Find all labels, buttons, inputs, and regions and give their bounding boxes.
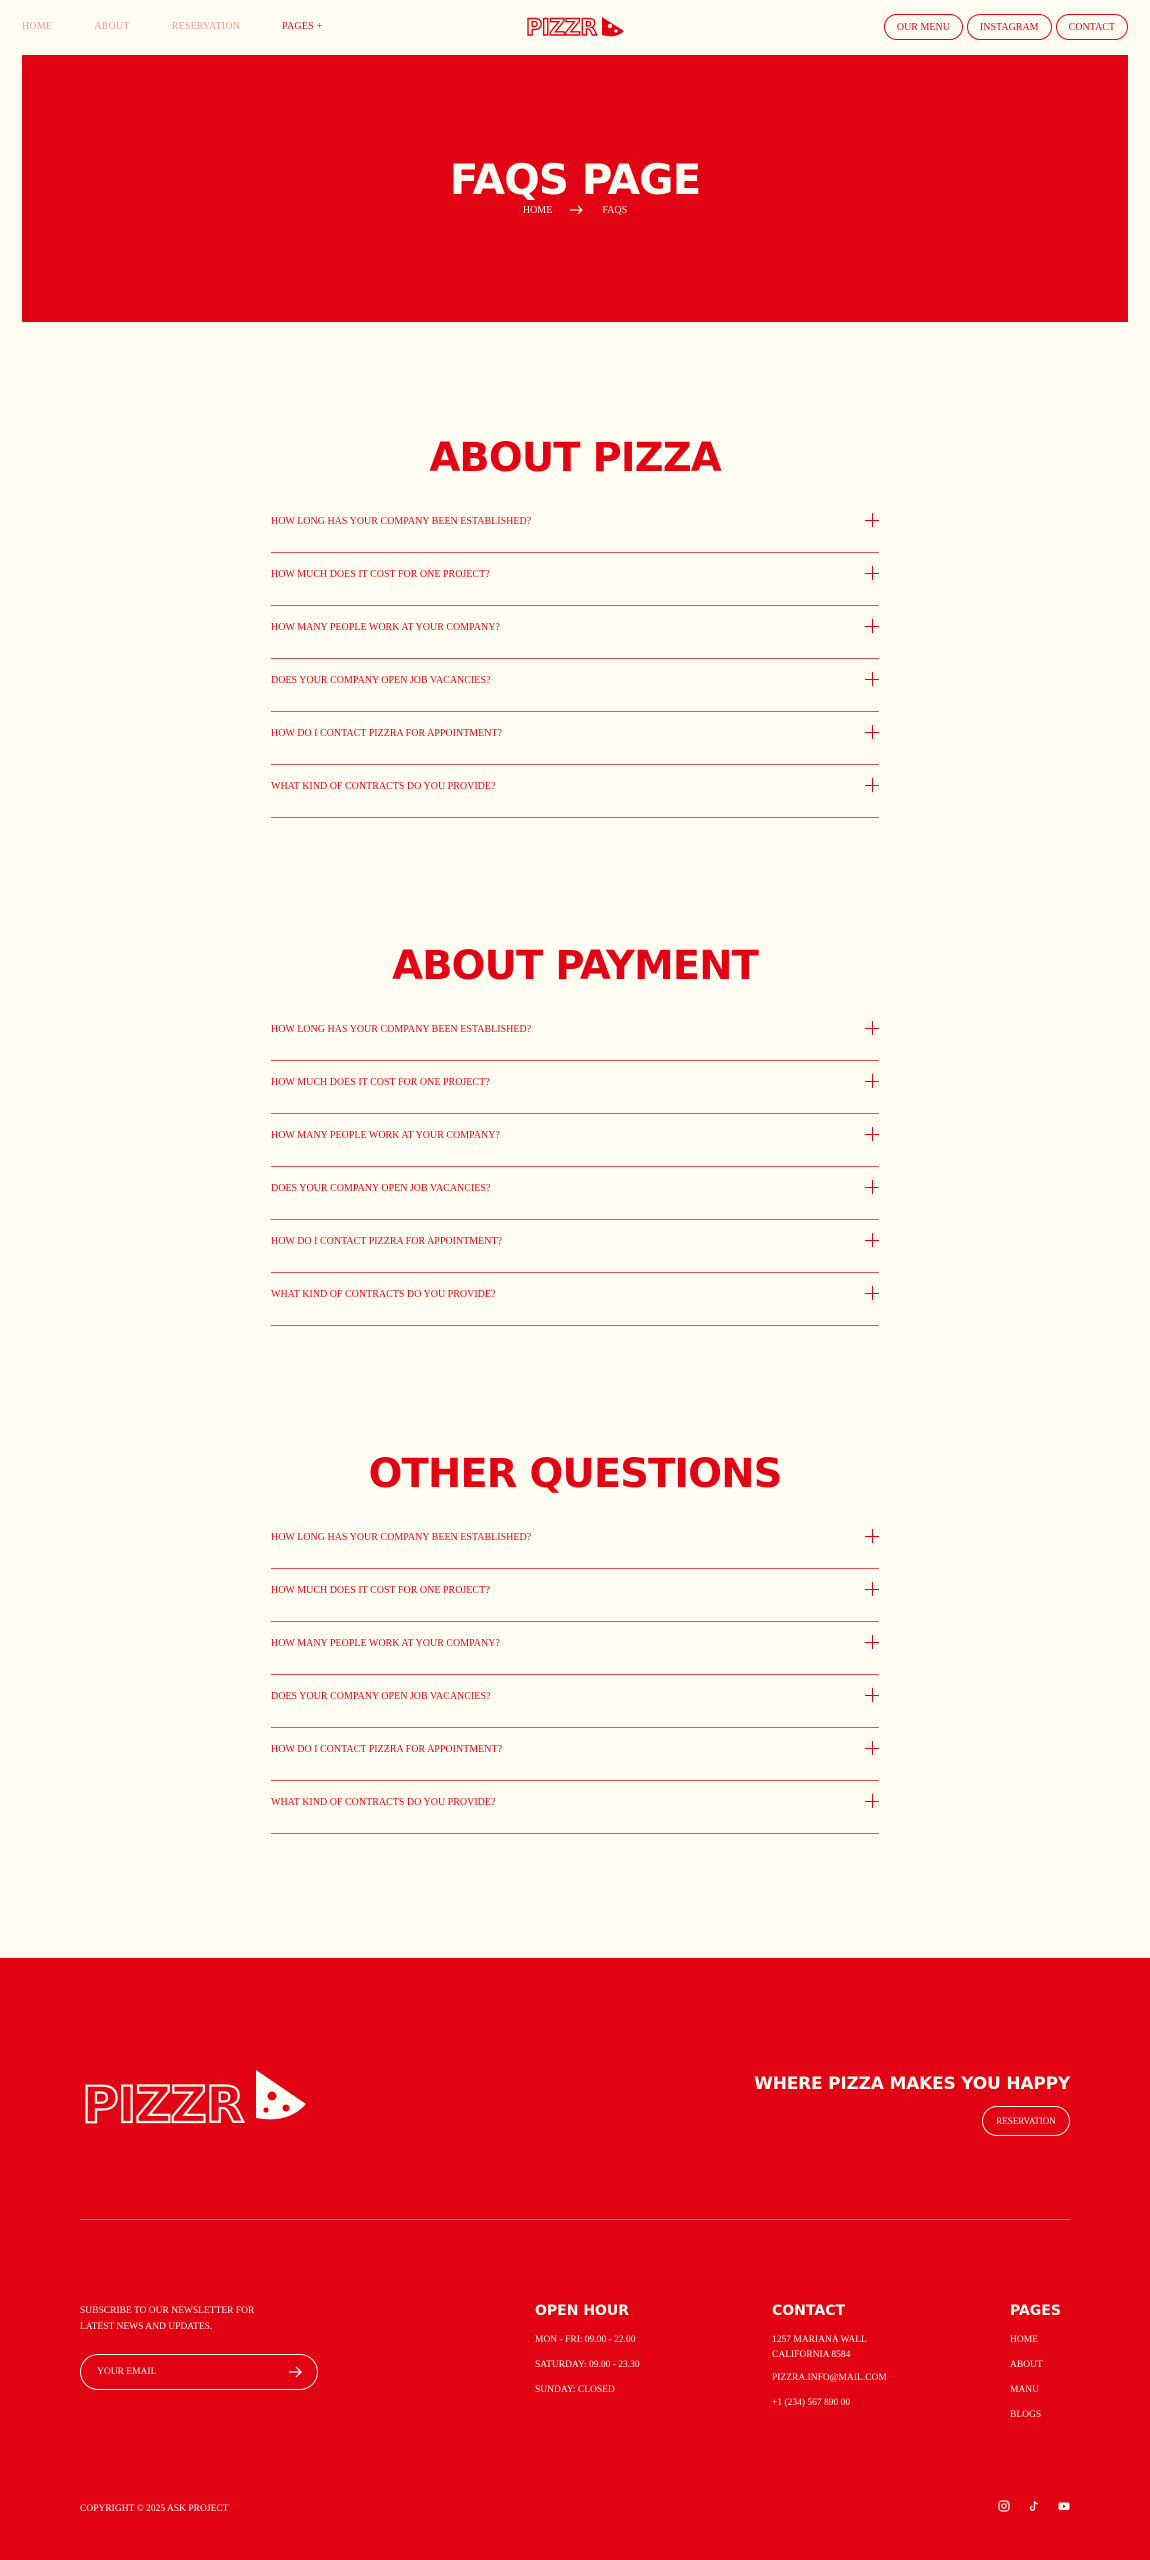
breadcrumb-home[interactable]: HOME bbox=[522, 205, 553, 216]
faq-question: DOES YOUR COMPANY OPEN JOB VACANCIES? bbox=[271, 1183, 491, 1194]
open-hour-title: OPEN HOUR bbox=[535, 2303, 630, 2319]
faq-question: HOW LONG HAS YOUR COMPANY BEEN ESTABLISHED? bbox=[271, 1532, 532, 1543]
plus-icon[interactable] bbox=[865, 513, 879, 527]
contact-phone[interactable]: +1 (234) 567 890 00 bbox=[772, 2398, 851, 2408]
faq-item[interactable] bbox=[271, 1220, 879, 1273]
faq-item[interactable] bbox=[271, 1781, 879, 1834]
contact-column bbox=[772, 2303, 887, 2421]
footer-logo-text: PIZZR bbox=[82, 2076, 244, 2130]
footer-reservation-button[interactable]: RESERVATION bbox=[982, 2106, 1070, 2136]
plus-icon[interactable] bbox=[865, 778, 879, 792]
footer-link-blogs[interactable]: BLOGS bbox=[1010, 2410, 1042, 2420]
email-field[interactable] bbox=[80, 2354, 318, 2390]
faq-item[interactable] bbox=[271, 659, 879, 712]
plus-icon[interactable] bbox=[865, 672, 879, 686]
instagram-button[interactable]: INSTAGRAM bbox=[967, 14, 1052, 40]
nav-right-buttons bbox=[884, 14, 1128, 40]
plus-icon[interactable] bbox=[865, 1635, 879, 1649]
faq-item[interactable] bbox=[271, 1008, 879, 1061]
plus-icon[interactable] bbox=[865, 1127, 879, 1141]
section-heading: ABOUT PIZZA bbox=[429, 435, 721, 481]
faq-item[interactable] bbox=[271, 1569, 879, 1622]
faq-list bbox=[271, 500, 879, 818]
plus-icon[interactable] bbox=[865, 1741, 879, 1755]
faq-section-other-questions bbox=[0, 1444, 1150, 1808]
faq-question: DOES YOUR COMPANY OPEN JOB VACANCIES? bbox=[271, 1691, 491, 1702]
faq-question: HOW MUCH DOES IT COST FOR ONE PROJECT? bbox=[271, 1585, 490, 1596]
faq-item[interactable] bbox=[271, 1273, 879, 1326]
nav-links bbox=[22, 21, 322, 32]
our-menu-button[interactable]: OUR MENU bbox=[884, 14, 963, 40]
faq-question: HOW DO I CONTACT PIZZRA FOR APPOINTMENT? bbox=[271, 728, 503, 739]
pages-title: PAGES bbox=[1010, 2303, 1061, 2319]
pages-column bbox=[1010, 2303, 1061, 2433]
contact-button[interactable]: CONTACT bbox=[1056, 14, 1128, 40]
logo-text: PIZZR bbox=[526, 16, 597, 41]
plus-icon[interactable] bbox=[865, 725, 879, 739]
faq-question: WHAT KIND OF CONTRACTS DO YOU PROVIDE? bbox=[271, 1797, 496, 1808]
footer-divider bbox=[80, 2219, 1070, 2220]
plus-icon[interactable] bbox=[865, 1529, 879, 1543]
faq-question: HOW MUCH DOES IT COST FOR ONE PROJECT? bbox=[271, 569, 490, 580]
faq-section-about-payment bbox=[0, 936, 1150, 1300]
nav-about-link[interactable]: ABOUT bbox=[94, 21, 130, 32]
footer-tagline: WHERE PIZZA MAKES YOU HAPPY bbox=[754, 2074, 1070, 2094]
faq-item[interactable] bbox=[271, 1167, 879, 1220]
plus-icon[interactable] bbox=[865, 619, 879, 633]
faq-item[interactable] bbox=[271, 1516, 879, 1569]
contact-address: 1257 MARIANA WALL CALIFORNIA 8584 bbox=[772, 2335, 867, 2360]
plus-icon[interactable] bbox=[865, 1688, 879, 1702]
faq-question: HOW MUCH DOES IT COST FOR ONE PROJECT? bbox=[271, 1077, 490, 1088]
instagram-icon[interactable] bbox=[998, 2499, 1010, 2511]
youtube-icon[interactable] bbox=[1058, 2499, 1070, 2511]
faq-question: DOES YOUR COMPANY OPEN JOB VACANCIES? bbox=[271, 675, 491, 686]
newsletter-text: SUBSCRIBE TO OUR NEWSLETTER FOR LATEST NEWS AND UPDATES. bbox=[80, 2306, 255, 2332]
plus-icon[interactable] bbox=[865, 1794, 879, 1808]
plus-icon[interactable] bbox=[865, 1582, 879, 1596]
top-navigation bbox=[0, 0, 1150, 55]
footer-link-manu[interactable]: MANU bbox=[1010, 2385, 1040, 2395]
faq-item[interactable] bbox=[271, 1114, 879, 1167]
faq-item[interactable] bbox=[271, 606, 879, 659]
faq-question: HOW DO I CONTACT PIZZRA FOR APPOINTMENT? bbox=[271, 1744, 503, 1755]
footer-pizzr-logo[interactable] bbox=[80, 2066, 310, 2130]
copyright: COPYRIGHT © 2025 ASK PROJECT bbox=[80, 2504, 229, 2514]
footer-link-home[interactable]: HOME bbox=[1010, 2335, 1038, 2345]
footer-link-about[interactable]: ABOUT bbox=[1010, 2360, 1043, 2370]
faq-item[interactable] bbox=[271, 1061, 879, 1114]
nav-home-link[interactable]: HOME bbox=[22, 21, 53, 32]
section-heading: OTHER QUESTIONS bbox=[368, 1451, 782, 1497]
faq-question: HOW LONG HAS YOUR COMPANY BEEN ESTABLISHED? bbox=[271, 1024, 532, 1035]
arrow-right-icon[interactable] bbox=[289, 2366, 303, 2378]
faq-question: WHAT KIND OF CONTRACTS DO YOU PROVIDE? bbox=[271, 781, 496, 792]
faq-list bbox=[271, 1008, 879, 1326]
plus-icon[interactable] bbox=[865, 566, 879, 580]
breadcrumb bbox=[22, 205, 1128, 216]
plus-icon[interactable] bbox=[865, 1180, 879, 1194]
faq-question: HOW DO I CONTACT PIZZRA FOR APPOINTMENT? bbox=[271, 1236, 503, 1247]
faq-item[interactable] bbox=[271, 500, 879, 553]
social-links bbox=[998, 2499, 1070, 2511]
open-hour-column bbox=[535, 2303, 640, 2408]
faq-item[interactable] bbox=[271, 712, 879, 765]
nav-reservation-link[interactable]: RESERVATION bbox=[171, 21, 241, 32]
faq-question: WHAT KIND OF CONTRACTS DO YOU PROVIDE? bbox=[271, 1289, 496, 1300]
email-placeholder: YOUR EMAIL bbox=[97, 2367, 157, 2377]
arrow-right-icon bbox=[570, 205, 584, 215]
contact-title: CONTACT bbox=[772, 2303, 846, 2319]
faq-question: HOW MANY PEOPLE WORK AT YOUR COMPANY? bbox=[271, 622, 500, 633]
pizzr-logo[interactable] bbox=[524, 11, 628, 41]
contact-email[interactable]: PIZZRA.INFO@MAIL.COM bbox=[772, 2373, 887, 2383]
nav-pages-dropdown[interactable]: PAGES + bbox=[282, 21, 323, 32]
faq-question: HOW LONG HAS YOUR COMPANY BEEN ESTABLISHED? bbox=[271, 516, 532, 527]
hours-weekday: MON - FRI: 09.00 - 22.00 bbox=[535, 2335, 636, 2345]
section-heading: ABOUT PAYMENT bbox=[392, 943, 758, 989]
hours-sunday: SUNDAY: CLOSED bbox=[535, 2385, 615, 2395]
faq-item[interactable] bbox=[271, 553, 879, 606]
breadcrumb-current: FAQS bbox=[602, 205, 628, 216]
tiktok-icon[interactable] bbox=[1028, 2499, 1040, 2511]
faq-question: HOW MANY PEOPLE WORK AT YOUR COMPANY? bbox=[271, 1130, 500, 1141]
faq-item[interactable] bbox=[271, 1728, 879, 1781]
footer bbox=[0, 1958, 1150, 2560]
faq-item[interactable] bbox=[271, 1622, 879, 1675]
faq-item[interactable] bbox=[271, 765, 879, 818]
plus-icon[interactable] bbox=[865, 1074, 879, 1088]
faq-item[interactable] bbox=[271, 1675, 879, 1728]
faq-question: HOW MANY PEOPLE WORK AT YOUR COMPANY? bbox=[271, 1638, 500, 1649]
plus-icon[interactable] bbox=[865, 1286, 879, 1300]
plus-icon[interactable] bbox=[865, 1233, 879, 1247]
hero-banner bbox=[22, 55, 1128, 322]
plus-icon[interactable] bbox=[865, 1021, 879, 1035]
faq-section-about-pizza bbox=[0, 428, 1150, 792]
page-title: FAQS PAGE bbox=[449, 155, 701, 204]
hours-saturday: SATURDAY: 09.00 - 23.30 bbox=[535, 2360, 640, 2370]
faq-list bbox=[271, 1516, 879, 1834]
